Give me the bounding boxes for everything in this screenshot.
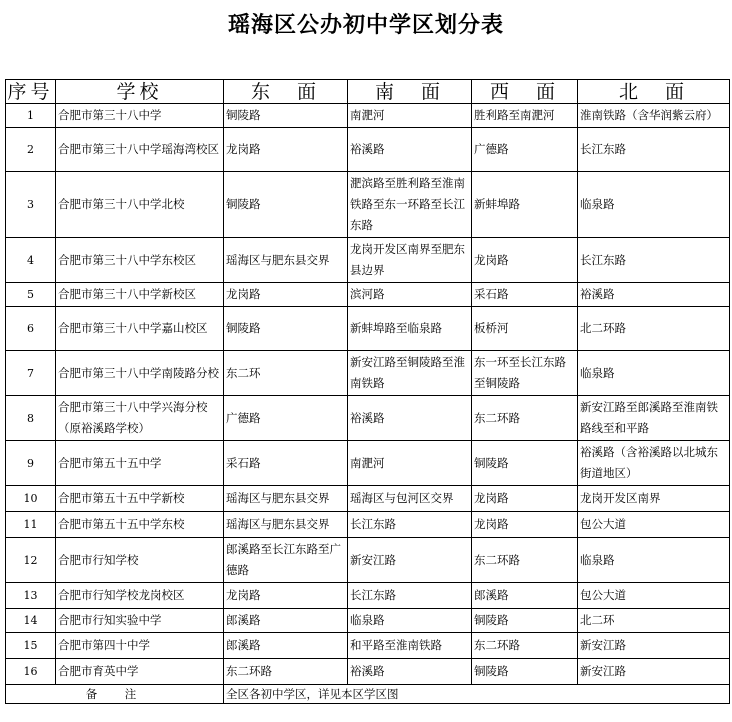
north-boundary: 北二环 — [578, 609, 730, 633]
table-row — [6, 659, 730, 685]
school-name: 合肥市第三十八中学瑶海湾校区 — [56, 128, 224, 172]
east-boundary: 瑶海区与肥东县交界 — [224, 512, 348, 538]
table-row — [6, 351, 730, 396]
east-boundary: 郎溪路 — [224, 633, 348, 659]
header-south: 南 面 — [348, 80, 472, 104]
school-name: 合肥市第三十八中学嘉山校区 — [56, 307, 224, 351]
west-boundary: 东二环路 — [472, 538, 578, 583]
west-boundary: 东二环路 — [472, 396, 578, 441]
south-boundary: 南淝河 — [348, 104, 472, 128]
west-boundary: 胜利路至南淝河 — [472, 104, 578, 128]
school-name: 合肥市第三十八中学东校区 — [56, 238, 224, 283]
west-boundary: 龙岗路 — [472, 238, 578, 283]
row-number: 13 — [6, 583, 56, 609]
header-east: 东 面 — [224, 80, 348, 104]
row-number: 9 — [6, 441, 56, 486]
east-boundary: 郎溪路 — [224, 609, 348, 633]
east-boundary: 龙岗路 — [224, 128, 348, 172]
row-number: 10 — [6, 486, 56, 512]
west-boundary: 铜陵路 — [472, 441, 578, 486]
school-name: 合肥市第三十八中学新校区 — [56, 283, 224, 307]
east-boundary: 采石路 — [224, 441, 348, 486]
table-row — [6, 609, 730, 633]
north-boundary: 裕溪路 — [578, 283, 730, 307]
south-boundary: 瑶海区与包河区交界 — [348, 486, 472, 512]
west-boundary: 铜陵路 — [472, 659, 578, 685]
west-boundary: 采石路 — [472, 283, 578, 307]
north-boundary: 临泉路 — [578, 538, 730, 583]
row-number: 5 — [6, 283, 56, 307]
west-boundary: 郎溪路 — [472, 583, 578, 609]
row-number: 11 — [6, 512, 56, 538]
east-boundary: 郎溪路至长江东路至广德路 — [224, 538, 348, 583]
south-boundary: 长江东路 — [348, 512, 472, 538]
row-number: 12 — [6, 538, 56, 583]
page-title: 瑶海区公办初中学区划分表 — [227, 12, 504, 38]
south-boundary: 裕溪路 — [348, 128, 472, 172]
row-number: 3 — [6, 172, 56, 238]
table-row — [6, 238, 730, 283]
west-boundary: 东二环路 — [472, 633, 578, 659]
school-name: 合肥市行知实验中学 — [56, 609, 224, 633]
school-name: 合肥市第三十八中学兴海分校（原裕溪路学校） — [56, 396, 224, 441]
school-name: 合肥市第五十五中学东校 — [56, 512, 224, 538]
school-name: 合肥市第五十五中学 — [56, 441, 224, 486]
north-boundary: 龙岗开发区南界 — [578, 486, 730, 512]
west-boundary: 广德路 — [472, 128, 578, 172]
west-boundary: 铜陵路 — [472, 609, 578, 633]
north-boundary: 裕溪路（含裕溪路以北城东街道地区） — [578, 441, 730, 486]
school-name: 合肥市行知学校 — [56, 538, 224, 583]
west-boundary: 新蚌埠路 — [472, 172, 578, 238]
south-boundary: 新安江路至铜陵路至淮南铁路 — [348, 351, 472, 396]
row-number: 6 — [6, 307, 56, 351]
table-row — [6, 441, 730, 486]
row-number: 2 — [6, 128, 56, 172]
north-boundary: 淮南铁路（含华润紫云府） — [578, 104, 730, 128]
table-row — [6, 172, 730, 238]
school-name: 合肥市第三十八中学南陵路分校 — [56, 351, 224, 396]
row-number: 15 — [6, 633, 56, 659]
table-row — [6, 486, 730, 512]
header-row — [6, 80, 730, 104]
east-boundary: 东二环 — [224, 351, 348, 396]
table-row — [6, 538, 730, 583]
east-boundary: 铜陵路 — [224, 104, 348, 128]
row-number: 14 — [6, 609, 56, 633]
south-boundary: 临泉路 — [348, 609, 472, 633]
row-number: 4 — [6, 238, 56, 283]
table-row — [6, 583, 730, 609]
south-boundary: 新蚌埠路至临泉路 — [348, 307, 472, 351]
south-boundary: 龙岗开发区南界至肥东县边界 — [348, 238, 472, 283]
row-number: 16 — [6, 659, 56, 685]
table-row — [6, 512, 730, 538]
north-boundary: 新安江路 — [578, 659, 730, 685]
east-boundary: 广德路 — [224, 396, 348, 441]
district-table — [5, 79, 730, 704]
east-boundary: 龙岗路 — [224, 283, 348, 307]
north-boundary: 北二环路 — [578, 307, 730, 351]
west-boundary: 东一环至长江东路至铜陵路 — [472, 351, 578, 396]
east-boundary: 铜陵路 — [224, 172, 348, 238]
west-boundary: 龙岗路 — [472, 512, 578, 538]
school-name: 合肥市育英中学 — [56, 659, 224, 685]
table-row — [6, 104, 730, 128]
table-row — [6, 128, 730, 172]
school-name: 合肥市第四十中学 — [56, 633, 224, 659]
east-boundary: 铜陵路 — [224, 307, 348, 351]
south-boundary: 和平路至淮南铁路 — [348, 633, 472, 659]
east-boundary: 瑶海区与肥东县交界 — [224, 238, 348, 283]
west-boundary: 板桥河 — [472, 307, 578, 351]
north-boundary: 长江东路 — [578, 128, 730, 172]
header-west: 西 面 — [472, 80, 578, 104]
south-boundary: 裕溪路 — [348, 396, 472, 441]
row-number: 1 — [6, 104, 56, 128]
school-name: 合肥市第三十八中学 — [56, 104, 224, 128]
east-boundary: 东二环路 — [224, 659, 348, 685]
note-text: 全区各初中学区，详见本区学区图 — [224, 685, 730, 704]
east-boundary: 龙岗路 — [224, 583, 348, 609]
table-row — [6, 307, 730, 351]
note-label: 备 注 — [6, 685, 224, 704]
school-name: 合肥市第三十八中学北校 — [56, 172, 224, 238]
header-school: 学校 — [56, 80, 224, 104]
school-name: 合肥市行知学校龙岗校区 — [56, 583, 224, 609]
north-boundary: 临泉路 — [578, 172, 730, 238]
table-row — [6, 396, 730, 441]
row-number: 8 — [6, 396, 56, 441]
north-boundary: 包公大道 — [578, 583, 730, 609]
north-boundary: 包公大道 — [578, 512, 730, 538]
south-boundary: 长江东路 — [348, 583, 472, 609]
header-no: 序号 — [7, 80, 54, 103]
school-name: 合肥市第五十五中学新校 — [56, 486, 224, 512]
note-row — [6, 685, 730, 704]
south-boundary: 新安江路 — [348, 538, 472, 583]
south-boundary: 淝滨路至胜利路至淮南铁路至东一环路至长江东路 — [348, 172, 472, 238]
east-boundary: 瑶海区与肥东县交界 — [224, 486, 348, 512]
south-boundary: 南淝河 — [348, 441, 472, 486]
south-boundary: 滨河路 — [348, 283, 472, 307]
table-row — [6, 633, 730, 659]
north-boundary: 长江东路 — [578, 238, 730, 283]
north-boundary: 新安江路至郎溪路至淮南铁路线至和平路 — [578, 396, 730, 441]
header-north: 北 面 — [578, 80, 730, 104]
table-row — [6, 283, 730, 307]
south-boundary: 裕溪路 — [348, 659, 472, 685]
west-boundary: 龙岗路 — [472, 486, 578, 512]
north-boundary: 临泉路 — [578, 351, 730, 396]
row-number: 7 — [6, 351, 56, 396]
north-boundary: 新安江路 — [578, 633, 730, 659]
